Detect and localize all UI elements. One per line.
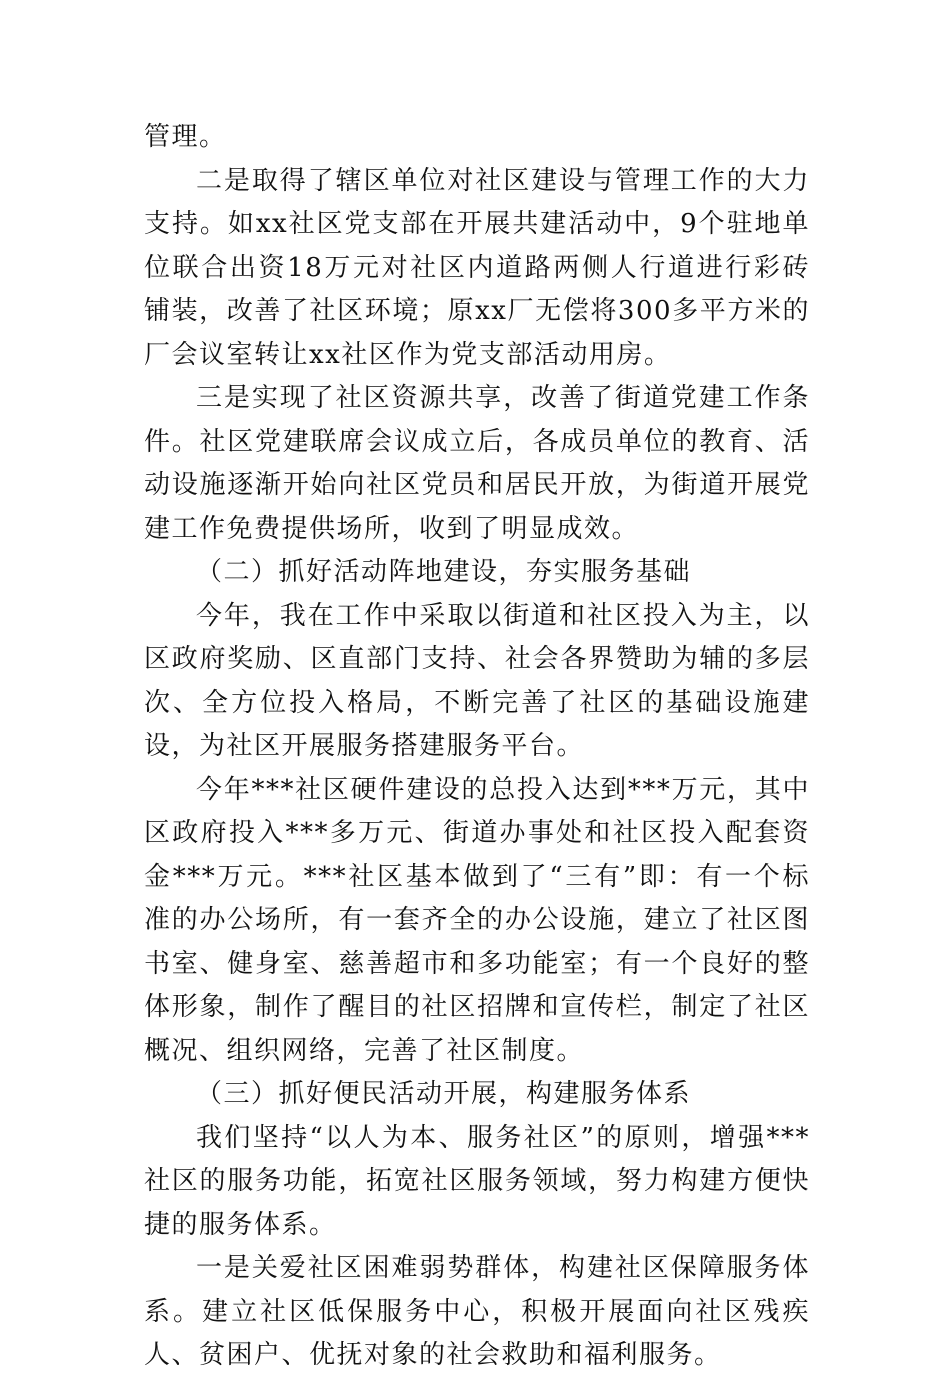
paragraph-care-vulnerable: 一是关爱社区困难弱势群体，构建社区保障服务体系。建立社区低保服务中心，积极开展面向社区残疾人、贫困户、优抚对象的社会救助和福利服务。 (144, 1253, 810, 1370)
document-body (144, 116, 810, 1378)
continuation-paragraph: 管理。 (144, 122, 227, 152)
paragraph-unit-support: 二是取得了辖区单位对社区建设与管理工作的大力支持。如xx社区党支部在开展共建活动中，9个驻地单位联合出资18万元对社区内道路两侧人行道进行彩砖铺装，改善了社区环境；原xx厂无偿将300多平方米的厂会议室转让xx社区作为党支部活动用房。 (144, 165, 810, 370)
paragraph-service-principle: 我们坚持“以人为本、服务社区”的原则，增强***社区的服务功能，拓宽社区服务领域，努力构建方便快捷的服务体系。 (144, 1122, 810, 1240)
section-heading-2: （二）抓好活动阵地建设，夯实服务基础 (196, 557, 692, 587)
paragraph-resource-sharing: 三是实现了社区资源共享，改善了街道党建工作条件。社区党建联席会议成立后，各成员单位的教育、活动设施逐渐开始向社区党员和居民开放，为街道开展党建工作免费提供场所，收到了明显成效。 (144, 383, 810, 544)
section-heading-3: （三）抓好便民活动开展，构建服务体系 (196, 1079, 692, 1109)
paragraph-hardware-investment: 今年***社区硬件建设的总投入达到***万元，其中区政府投入***多万元、街道办事处和社区投入配套资金***万元。***社区基本做到了“三有”即：有一个标准的办公场所，有一套齐全的办公设施，建立了社区图书室、健身室、慈善超市和多功能室；有一个良好的整体形象，制作了醒目的社区招牌和宣传栏，制定了社区概况、组织网络，完善了社区制度。 (144, 774, 810, 1066)
paragraph-investment-pattern: 今年，我在工作中采取以街道和社区投入为主，以区政府奖励、区直部门支持、社会各界赞助为辅的多层次、全方位投入格局，不断完善了社区的基础设施建设，为社区开展服务搭建服务平台。 (144, 600, 810, 761)
